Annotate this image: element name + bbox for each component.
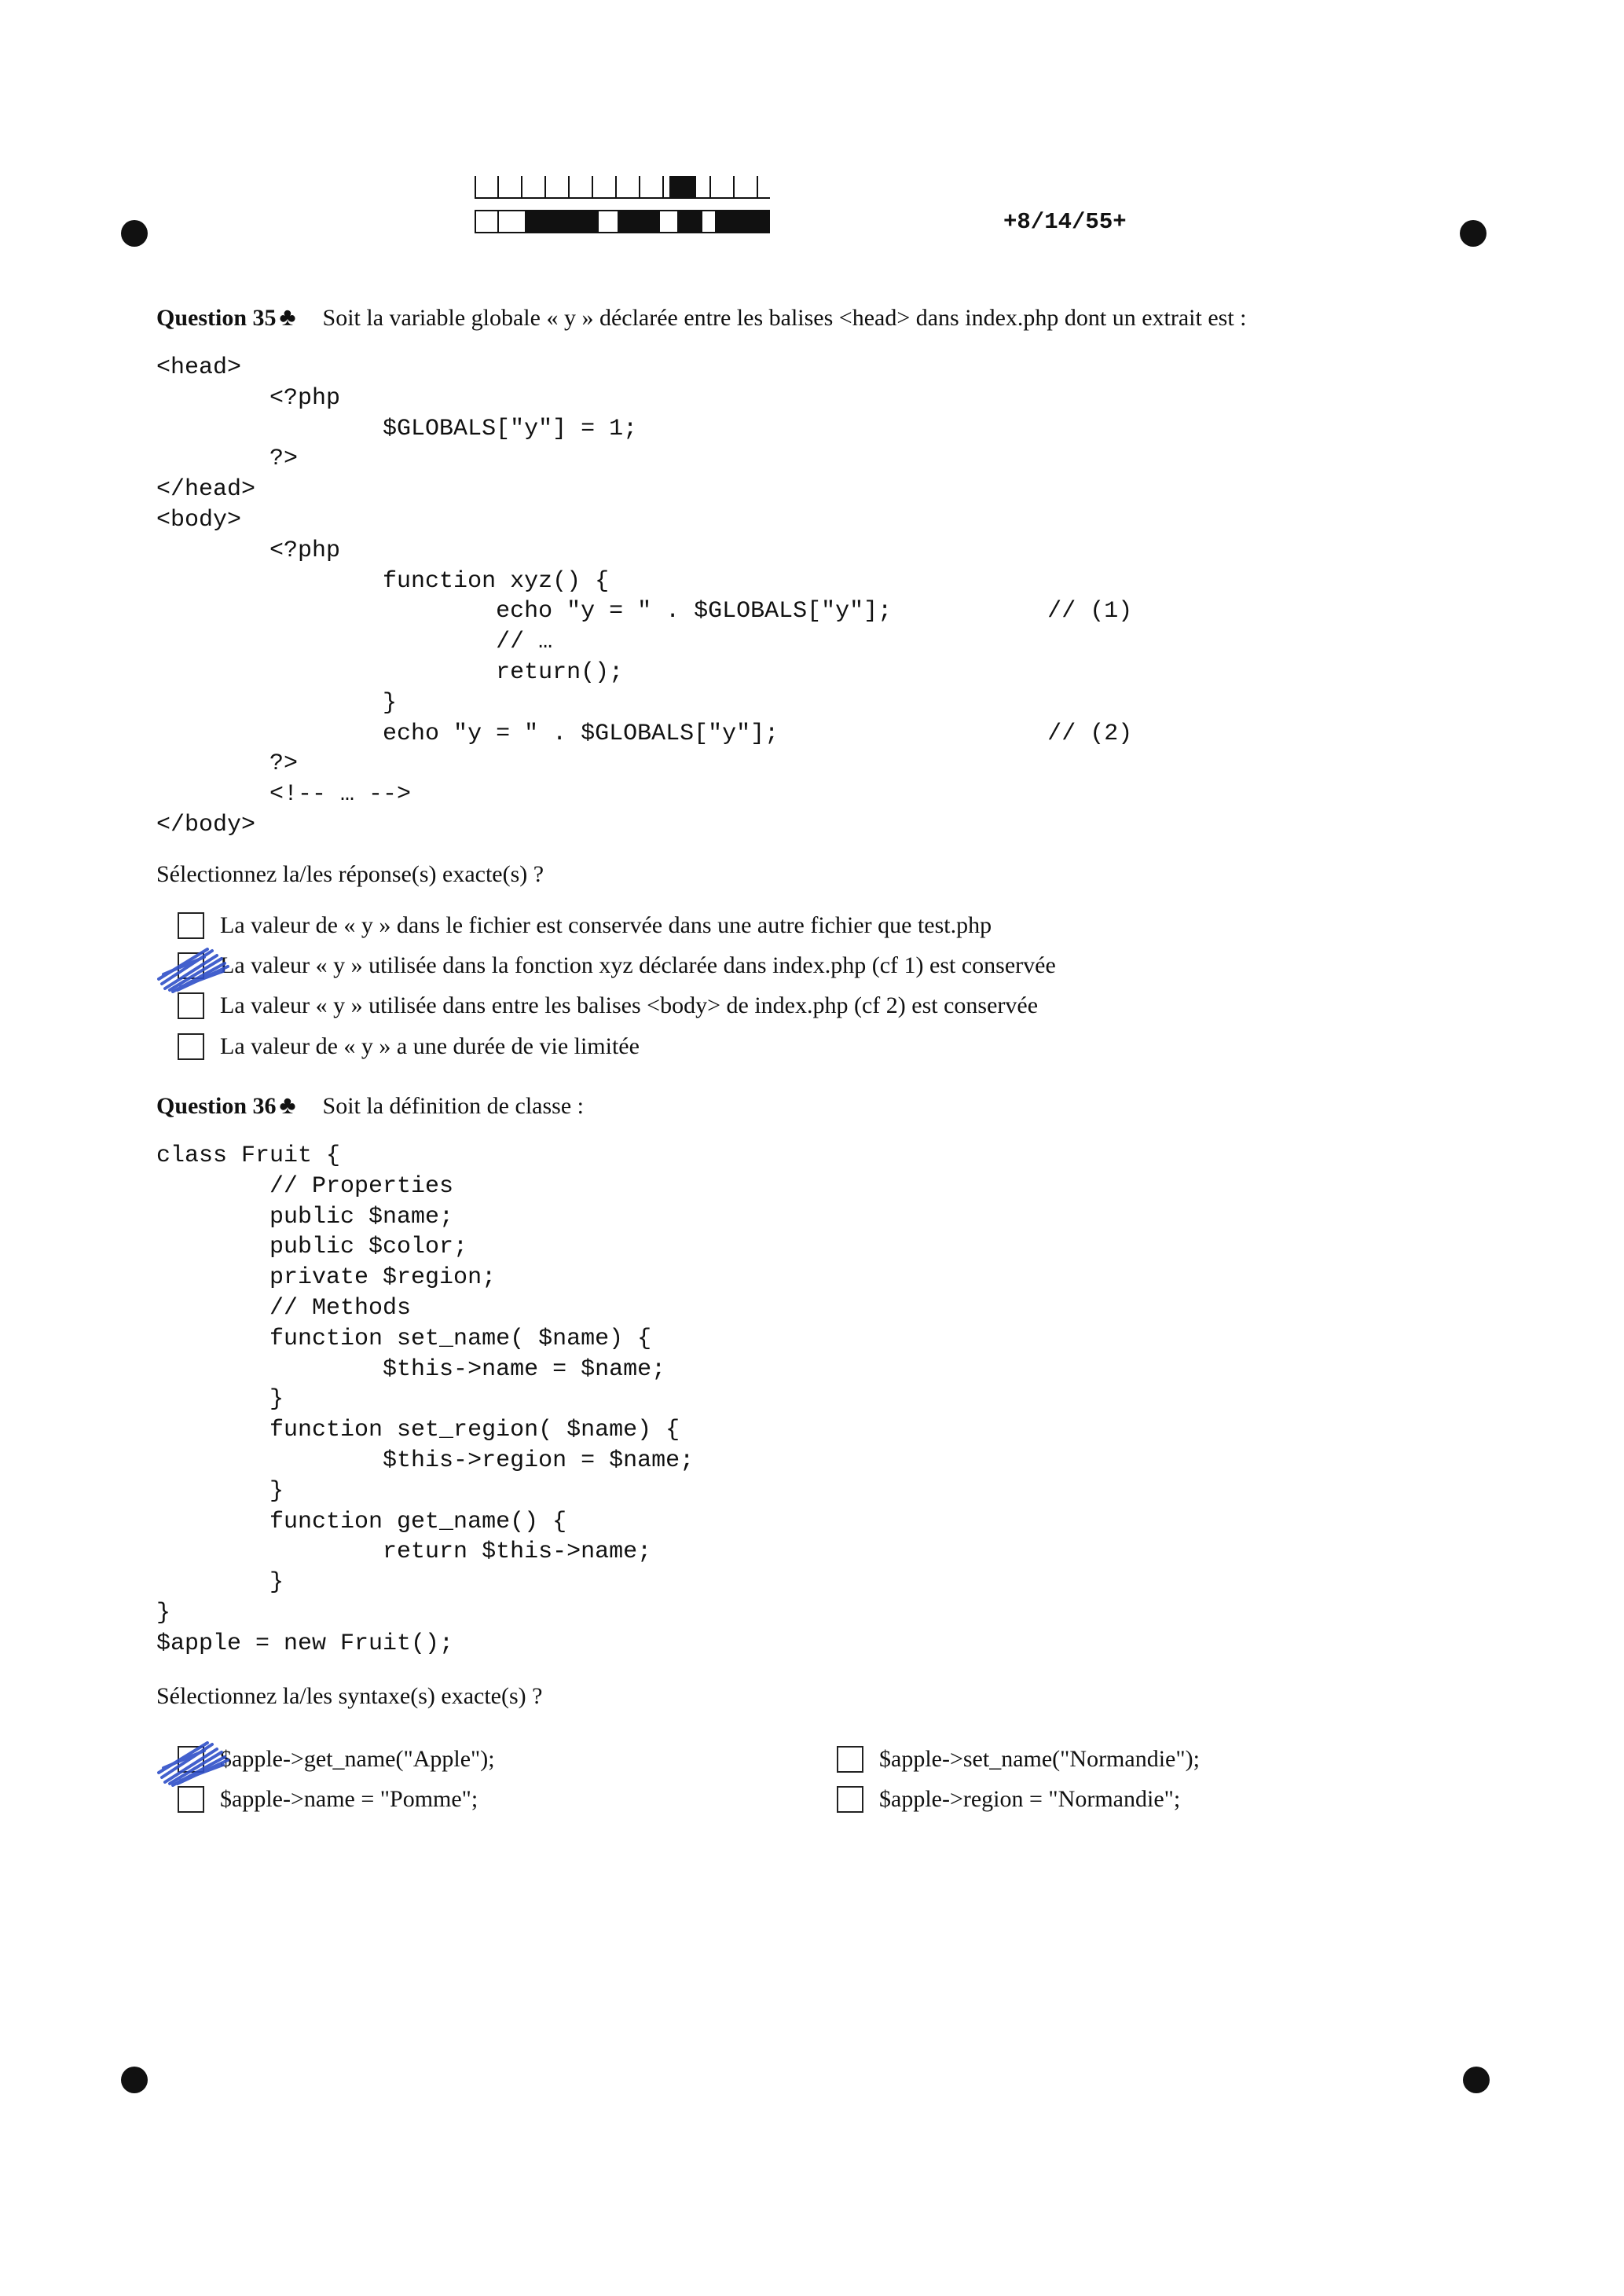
answer-option[interactable]: [178, 1031, 640, 1062]
option-checkbox-checked[interactable]: [178, 1746, 204, 1773]
option-checkbox[interactable]: [837, 1786, 863, 1813]
answer-option[interactable]: [178, 1744, 495, 1775]
option-checkbox[interactable]: [178, 1033, 204, 1060]
option-checkbox-checked[interactable]: [178, 952, 204, 979]
option-label: La valeur de « y » dans le fichier est conservée dans une autre fichier que test.php: [220, 912, 992, 938]
registration-mark-bottom-left: [121, 2067, 148, 2093]
question-text: Soit la définition de classe :: [322, 1093, 584, 1119]
option-label: La valeur « y » utilisée dans la fonction xyz déclarée dans index.php (cf 1) est conservée: [220, 952, 1056, 978]
question-number: Question 35: [156, 305, 277, 331]
answer-prompt: Sélectionnez la/les réponse(s) exacte(s) ?: [156, 861, 544, 887]
option-checkbox[interactable]: [178, 912, 204, 939]
question-text: Soit la variable globale « y » déclarée entre les balises <head> dans index.php dont un extrait est :: [322, 305, 1247, 331]
php-code-snippet: <head> <?php $GLOBALS["y"] = 1; ?> </head> <body> <?php function xyz() { echo "y = " . $GLOBALS["y"]; // (1) // … return(); } echo "y = " . $GLOBALS["y"]; // (2) ?> <!-- … --> </body>: [156, 354, 1133, 838]
club-icon: ♣: [279, 1091, 296, 1119]
answer-prompt: Sélectionnez la/les syntaxe(s) exacte(s) ?: [156, 1683, 543, 1709]
registration-mark-top-left: [121, 220, 148, 247]
answer-option[interactable]: [178, 950, 1056, 981]
answer-option[interactable]: [837, 1784, 1180, 1815]
option-label: $apple->name = "Pomme";: [220, 1786, 478, 1812]
option-checkbox[interactable]: [178, 992, 204, 1019]
answer-option[interactable]: [178, 990, 1038, 1021]
question-35-header: [156, 303, 1247, 332]
answer-option[interactable]: [178, 1784, 478, 1815]
option-label: La valeur de « y » a une durée de vie limitée: [220, 1033, 640, 1059]
option-checkbox[interactable]: [178, 1786, 204, 1813]
option-label: La valeur « y » utilisée dans entre les balises <body> de index.php (cf 2) est conservée: [220, 992, 1039, 1018]
question-36-header: [156, 1091, 584, 1120]
club-icon: ♣: [279, 303, 296, 331]
answer-option[interactable]: [837, 1744, 1200, 1775]
registration-mark-bottom-right: [1463, 2067, 1490, 2093]
option-label: $apple->set_name("Normandie");: [879, 1746, 1200, 1772]
page-number: +8/14/55+: [1003, 209, 1127, 235]
page-barcode: [475, 174, 770, 234]
option-label: $apple->get_name("Apple");: [220, 1746, 495, 1772]
option-label: $apple->region = "Normandie";: [879, 1786, 1181, 1812]
registration-mark-top-right: [1460, 220, 1487, 247]
php-class-code-snippet: class Fruit { // Properties public $name; public $color; private $region; // Methods function set_name( $name) { $this->name = $name; } function set_region( $name) { $this->region = $name; } function get_name() { return $this->name; } } $apple = new Fruit();: [156, 1142, 695, 1657]
question-number: Question 36: [156, 1093, 277, 1119]
answer-option[interactable]: [178, 910, 992, 941]
option-checkbox[interactable]: [837, 1746, 863, 1773]
